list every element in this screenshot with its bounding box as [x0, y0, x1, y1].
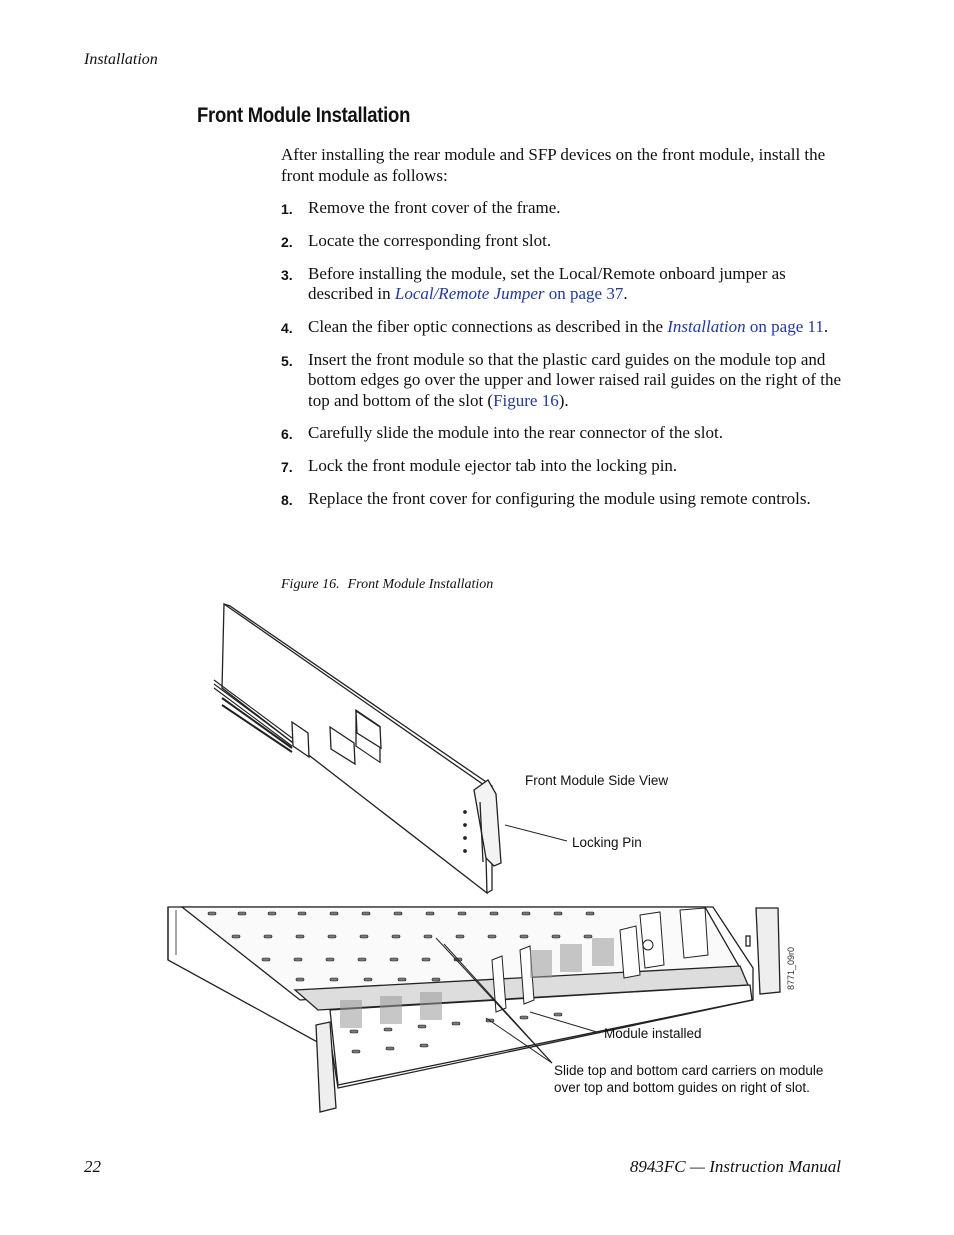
step-2 [281, 231, 841, 252]
step-number: 4. [281, 319, 293, 336]
front-module-card [214, 604, 501, 893]
figure-title: Front Module Installation [347, 577, 494, 592]
link-local-remote-jumper[interactable]: Local/Remote Jumper on page 37 [394, 284, 624, 304]
callout-slide-line-2: over top and bottom guides on right of slot. [554, 1080, 810, 1095]
running-head: Installation [84, 51, 158, 68]
step-number: 1. [281, 201, 293, 217]
step-number: 5. [281, 352, 293, 369]
callout-module-installed: Module installed [604, 1026, 702, 1041]
step-number: 6. [281, 426, 293, 443]
link-installation[interactable]: Installation on page 11 [667, 316, 824, 336]
step-text: Remove the front cover of the frame. [308, 198, 561, 217]
link-figure-16[interactable]: Figure 16 [493, 390, 559, 410]
step-text: Clean the fiber optic connections as described in the [308, 316, 668, 336]
front-module-installation-illustration [0, 595, 954, 1120]
step-text: Before installing the module, set the Local/Remote onboard jumper as described in [308, 263, 786, 304]
procedure-steps [281, 198, 841, 522]
step-text: Lock the front module ejector tab into the locking pin. [308, 456, 678, 476]
step-5: 5. Insert the front module so that the plastic card guides on the module top and bottom edges go over the upper and lower raised rail guides on the right of the top and bottom of the slot (Figure 16). [281, 349, 841, 410]
step-text: Replace the front cover for configuring the module using remote controls. [308, 489, 811, 509]
intro-paragraph: After installing the rear module and SFP devices on the front module, install the front module as follows: [281, 145, 826, 185]
section-title: Front Module Installation [197, 104, 411, 127]
step-8 [281, 489, 841, 510]
callout-slide-carriers [554, 1062, 823, 1096]
callout-front-module-side-view: Front Module Side View [525, 773, 669, 788]
step-text: Locate the corresponding front slot. [308, 230, 552, 250]
step-number: 3. [281, 266, 293, 283]
step-number: 8. [281, 492, 293, 509]
step-6 [281, 423, 841, 444]
figure-caption [281, 577, 493, 593]
document-title: 8943FC — Instruction Manual [629, 1157, 841, 1176]
step-4: 4. Clean the fiber optic connections as described in the Installation on page 11. [281, 317, 841, 338]
figure-number: Figure 16. [281, 577, 340, 592]
page-number: 22 [84, 1157, 101, 1176]
figure-id-label: 8771_09r0 [786, 946, 796, 990]
step-text: Carefully slide the module into the rear connector of the slot. [308, 423, 723, 443]
callout-slide-line-1: Slide top and bottom card carriers on module [554, 1063, 824, 1078]
callout-locking-pin: Locking Pin [572, 835, 642, 850]
step-1 [281, 198, 841, 219]
step-number: 2. [281, 233, 293, 250]
step-3: 3. Before installing the module, set the Local/Remote onboard jumper as described in Local/Remote Jumper on page 37. [281, 263, 786, 304]
step-number: 7. [281, 459, 293, 476]
step-7 [281, 456, 841, 477]
step-text: Insert the front module so that the plastic card guides on the module top and bottom edges go over the upper and lower raised rail guides on the right of the top and bottom of the slot ( [308, 349, 841, 410]
